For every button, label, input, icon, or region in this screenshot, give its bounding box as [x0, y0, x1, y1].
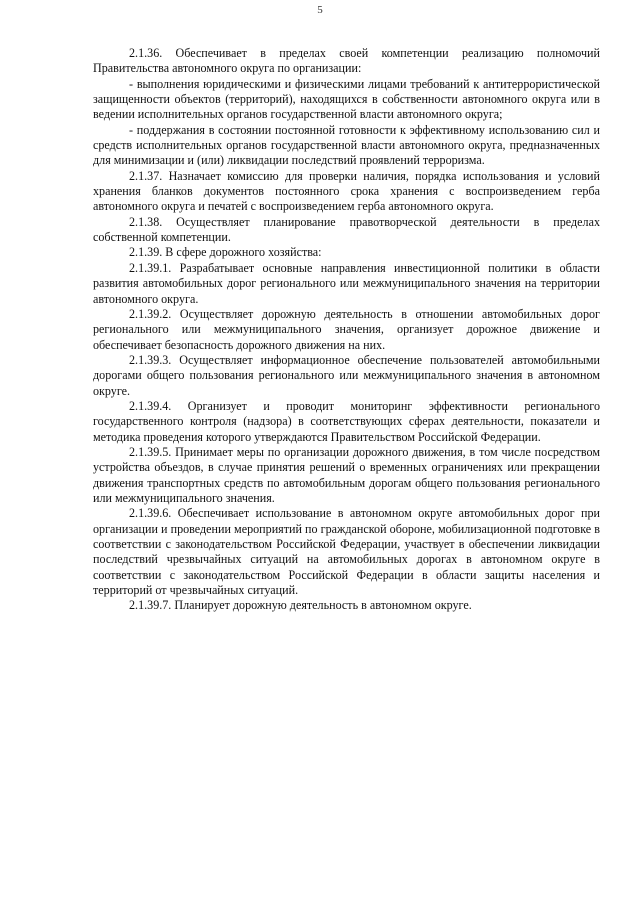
paragraph-bullet-readiness: - поддержания в состоянии постоянной готовности к эффективному использованию сил и средств исполнительных органов государственной власти автономного округа, предназначенных для минимизации и (или) ликвидации последствий проявлений терроризма. — [93, 122, 600, 168]
paragraph-2-1-39-3: 2.1.39.3. Осуществляет информационное обеспечение пользователей автомобильными дорогами общего пользования регионального или межмуниципального значения в автономном округе. — [93, 352, 600, 398]
paragraph-bullet-antiterror-protection: - выполнения юридическими и физическими лицами требований к антитеррористической защищенности объектов (территорий), находящихся в собственности автономного округа или в ведении исполнительных органов государственной власти автономного округа; — [93, 76, 600, 122]
paragraph-2-1-39-1: 2.1.39.1. Разрабатывает основные направления инвестиционной политики в области развития автомобильных дорог регионального или межмуниципального значения на территории автономного округа. — [93, 260, 600, 306]
paragraph-2-1-39-5: 2.1.39.5. Принимает меры по организации дорожного движения, в том числе посредством устройства объездов, в случае принятия решений о временных ограничениях или прекращении движения транспортных средств по автомобильным дорогам общего пользования регионального или межмуниципального значения. — [93, 444, 600, 505]
paragraph-2-1-39-2: 2.1.39.2. Осуществляет дорожную деятельность в отношении автомобильных дорог регионального или межмуниципального значения, организует дорожное движение и обеспечивает безопасность дорожного движения на них. — [93, 306, 600, 352]
paragraph-2-1-39: 2.1.39. В сфере дорожного хозяйства: — [129, 245, 322, 260]
paragraph-2-1-39-4: 2.1.39.4. Организует и проводит мониторинг эффективности регионального государственного контроля (надзора) в соответствующих сферах деятельности, показатели и методика проведения которого утверждаются Правительством Российской Федерации. — [93, 398, 600, 444]
paragraph-2-1-39-6: 2.1.39.6. Обеспечивает использование в автономном округе автомобильных дорог при организации и проведении мероприятий по гражданской обороне, мобилизационной подготовке в соответствии с законодательством Российской Федерации, участвует в обеспечении ликвидации последствий чрезвычайных ситуаций на автомобильных дорогах в автономном округе в соответствии с законодательством Российской Федерации в области защиты населения и территорий от чрезвычайных ситуаций. — [93, 506, 600, 598]
document-body — [93, 46, 600, 614]
paragraph-2-1-36: 2.1.36. Обеспечивает в пределах своей компетенции реализацию полномочий Правительства автономного округа по организации: — [93, 46, 600, 76]
page-number: 5 — [317, 4, 323, 16]
paragraph-2-1-39-7: 2.1.39.7. Планирует дорожную деятельность в автономном округе. — [129, 598, 472, 613]
paragraph-2-1-38: 2.1.38. Осуществляет планирование правотворческой деятельности в пределах собственной компетенции. — [93, 214, 600, 245]
paragraph-2-1-37: 2.1.37. Назначает комиссию для проверки наличия, порядка использования и условий хранения бланков документов постоянного срока хранения с воспроизведением герба автономного округа и печатей с воспроизведением герба автономного округа. — [93, 168, 600, 214]
